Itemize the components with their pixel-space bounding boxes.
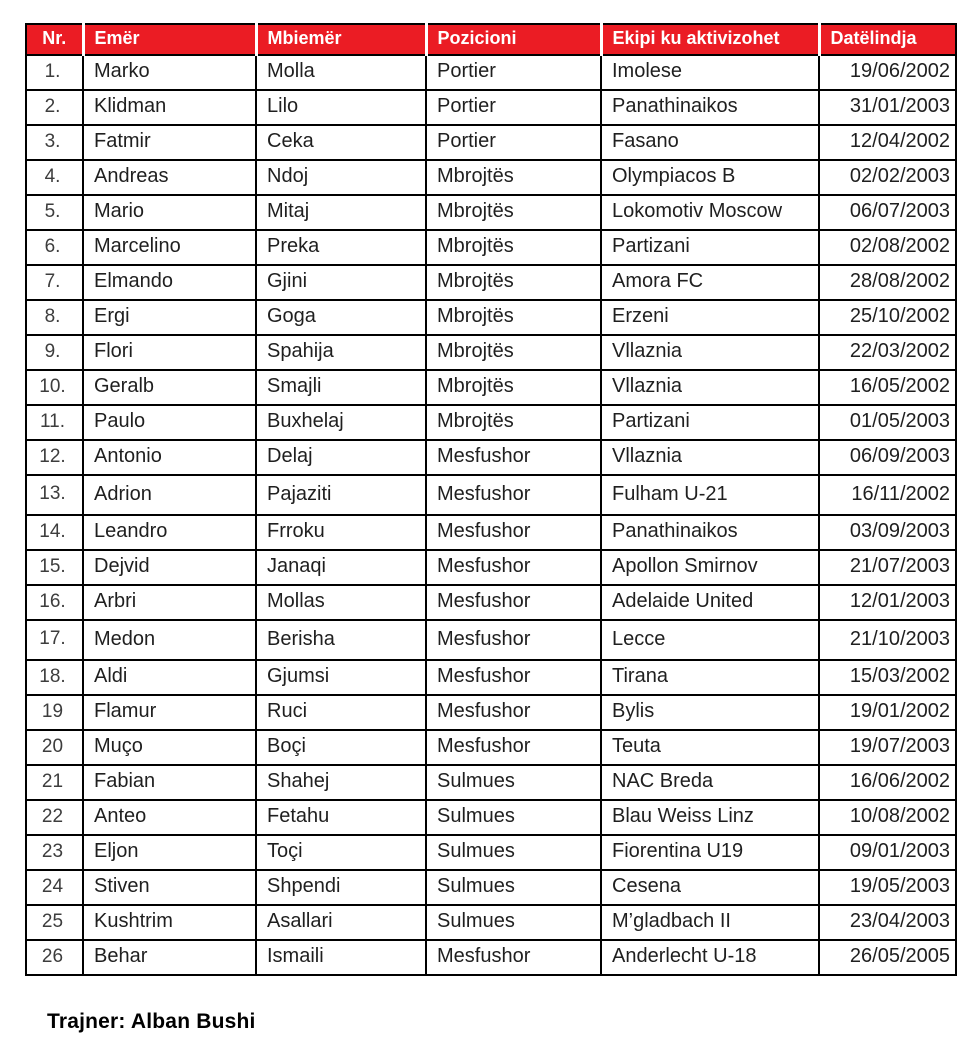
- cell-first-name: Aldi: [83, 660, 256, 695]
- cell-team: Erzeni: [601, 300, 819, 335]
- cell-last-name: Goga: [256, 300, 426, 335]
- cell-position: Sulmues: [426, 905, 601, 940]
- cell-number: 14.: [26, 515, 83, 550]
- cell-last-name: Mitaj: [256, 195, 426, 230]
- cell-birthdate: 02/02/2003: [819, 160, 956, 195]
- column-header-team: Ekipi ku aktivizohet: [601, 24, 819, 55]
- table-row: [26, 90, 956, 125]
- cell-first-name: Andreas: [83, 160, 256, 195]
- cell-team: Fasano: [601, 125, 819, 160]
- cell-team: Cesena: [601, 870, 819, 905]
- cell-first-name: Ergi: [83, 300, 256, 335]
- cell-birthdate: 02/08/2002: [819, 230, 956, 265]
- table-header-row: [26, 24, 956, 55]
- cell-position: Mesfushor: [426, 515, 601, 550]
- cell-birthdate: 31/01/2003: [819, 90, 956, 125]
- cell-last-name: Gjini: [256, 265, 426, 300]
- cell-last-name: Shahej: [256, 765, 426, 800]
- table-row: [26, 475, 956, 515]
- table-row: [26, 370, 956, 405]
- cell-birthdate: 19/07/2003: [819, 730, 956, 765]
- cell-team: Teuta: [601, 730, 819, 765]
- cell-birthdate: 19/05/2003: [819, 870, 956, 905]
- cell-last-name: Ceka: [256, 125, 426, 160]
- table-row: [26, 230, 956, 265]
- cell-team: Anderlecht U-18: [601, 940, 819, 975]
- column-header-last-name: Mbiemër: [256, 24, 426, 55]
- cell-first-name: Anteo: [83, 800, 256, 835]
- cell-position: Mesfushor: [426, 440, 601, 475]
- cell-last-name: Janaqi: [256, 550, 426, 585]
- cell-team: Fiorentina U19: [601, 835, 819, 870]
- cell-number: 3.: [26, 125, 83, 160]
- cell-first-name: Leandro: [83, 515, 256, 550]
- cell-first-name: Marcelino: [83, 230, 256, 265]
- cell-last-name: Mollas: [256, 585, 426, 620]
- table-row: [26, 730, 956, 765]
- cell-number: 18.: [26, 660, 83, 695]
- cell-first-name: Kushtrim: [83, 905, 256, 940]
- cell-last-name: Asallari: [256, 905, 426, 940]
- cell-first-name: Marko: [83, 55, 256, 90]
- cell-number: 2.: [26, 90, 83, 125]
- table-row: [26, 55, 956, 90]
- cell-position: Mesfushor: [426, 585, 601, 620]
- table-row: [26, 440, 956, 475]
- cell-team: Vllaznia: [601, 370, 819, 405]
- cell-birthdate: 16/11/2002: [819, 475, 956, 515]
- cell-team: Adelaide United: [601, 585, 819, 620]
- cell-last-name: Boçi: [256, 730, 426, 765]
- cell-position: Mbrojtës: [426, 195, 601, 230]
- cell-birthdate: 23/04/2003: [819, 905, 956, 940]
- cell-first-name: Geralb: [83, 370, 256, 405]
- cell-last-name: Ndoj: [256, 160, 426, 195]
- cell-first-name: Antonio: [83, 440, 256, 475]
- cell-last-name: Gjumsi: [256, 660, 426, 695]
- cell-first-name: Stiven: [83, 870, 256, 905]
- cell-last-name: Lilo: [256, 90, 426, 125]
- cell-first-name: Mario: [83, 195, 256, 230]
- cell-birthdate: 06/07/2003: [819, 195, 956, 230]
- cell-team: Blau Weiss Linz: [601, 800, 819, 835]
- table-row: [26, 695, 956, 730]
- cell-last-name: Buxhelaj: [256, 405, 426, 440]
- cell-number: 6.: [26, 230, 83, 265]
- cell-birthdate: 12/01/2003: [819, 585, 956, 620]
- table-row: [26, 160, 956, 195]
- cell-first-name: Eljon: [83, 835, 256, 870]
- cell-position: Sulmues: [426, 800, 601, 835]
- table-row: [26, 940, 956, 975]
- cell-number: 22: [26, 800, 83, 835]
- cell-team: Tirana: [601, 660, 819, 695]
- table-row: [26, 550, 956, 585]
- cell-team: Vllaznia: [601, 440, 819, 475]
- cell-last-name: Preka: [256, 230, 426, 265]
- cell-position: Mbrojtës: [426, 405, 601, 440]
- cell-birthdate: 26/05/2005: [819, 940, 956, 975]
- cell-team: Partizani: [601, 230, 819, 265]
- cell-position: Sulmues: [426, 765, 601, 800]
- table-row: [26, 265, 956, 300]
- cell-number: 23: [26, 835, 83, 870]
- cell-position: Mesfushor: [426, 660, 601, 695]
- table-row: [26, 800, 956, 835]
- table-row: [26, 405, 956, 440]
- table-row: [26, 660, 956, 695]
- table-row: [26, 335, 956, 370]
- cell-birthdate: 19/01/2002: [819, 695, 956, 730]
- cell-position: Portier: [426, 125, 601, 160]
- cell-number: 12.: [26, 440, 83, 475]
- cell-birthdate: 16/05/2002: [819, 370, 956, 405]
- cell-birthdate: 21/10/2003: [819, 620, 956, 660]
- cell-first-name: Elmando: [83, 265, 256, 300]
- cell-position: Mesfushor: [426, 620, 601, 660]
- column-header-number: Nr.: [26, 24, 83, 55]
- cell-team: NAC Breda: [601, 765, 819, 800]
- cell-first-name: Flamur: [83, 695, 256, 730]
- cell-position: Portier: [426, 55, 601, 90]
- cell-number: 16.: [26, 585, 83, 620]
- cell-team: Apollon Smirnov: [601, 550, 819, 585]
- cell-team: Lokomotiv Moscow: [601, 195, 819, 230]
- cell-number: 9.: [26, 335, 83, 370]
- cell-first-name: Arbri: [83, 585, 256, 620]
- column-header-first-name: Emër: [83, 24, 256, 55]
- cell-last-name: Berisha: [256, 620, 426, 660]
- cell-last-name: Pajaziti: [256, 475, 426, 515]
- cell-position: Mesfushor: [426, 695, 601, 730]
- cell-birthdate: 21/07/2003: [819, 550, 956, 585]
- cell-last-name: Ismaili: [256, 940, 426, 975]
- cell-last-name: Shpendi: [256, 870, 426, 905]
- table-row: [26, 765, 956, 800]
- cell-first-name: Adrion: [83, 475, 256, 515]
- cell-position: Mbrojtës: [426, 265, 601, 300]
- cell-team: Fulham U-21: [601, 475, 819, 515]
- cell-last-name: Frroku: [256, 515, 426, 550]
- cell-birthdate: 03/09/2003: [819, 515, 956, 550]
- table-row: [26, 835, 956, 870]
- cell-number: 19: [26, 695, 83, 730]
- cell-last-name: Ruci: [256, 695, 426, 730]
- cell-birthdate: 25/10/2002: [819, 300, 956, 335]
- cell-first-name: Fabian: [83, 765, 256, 800]
- cell-position: Mbrojtës: [426, 300, 601, 335]
- cell-first-name: Fatmir: [83, 125, 256, 160]
- table-row: [26, 870, 956, 905]
- cell-number: 25: [26, 905, 83, 940]
- cell-position: Mbrojtës: [426, 230, 601, 265]
- table-row: [26, 905, 956, 940]
- cell-number: 15.: [26, 550, 83, 585]
- cell-position: Mesfushor: [426, 730, 601, 765]
- column-header-position: Pozicioni: [426, 24, 601, 55]
- cell-position: Mesfushor: [426, 550, 601, 585]
- cell-position: Mesfushor: [426, 940, 601, 975]
- cell-team: Amora FC: [601, 265, 819, 300]
- table-row: [26, 125, 956, 160]
- cell-number: 13.: [26, 475, 83, 515]
- table-row: [26, 620, 956, 660]
- cell-first-name: Paulo: [83, 405, 256, 440]
- cell-first-name: Muço: [83, 730, 256, 765]
- cell-team: Bylis: [601, 695, 819, 730]
- cell-team: Vllaznia: [601, 335, 819, 370]
- cell-position: Mbrojtës: [426, 160, 601, 195]
- cell-last-name: Smajli: [256, 370, 426, 405]
- cell-position: Sulmues: [426, 835, 601, 870]
- cell-position: Mesfushor: [426, 475, 601, 515]
- cell-last-name: Toçi: [256, 835, 426, 870]
- cell-number: 17.: [26, 620, 83, 660]
- cell-team: Panathinaikos: [601, 90, 819, 125]
- table-row: [26, 515, 956, 550]
- cell-team: Panathinaikos: [601, 515, 819, 550]
- cell-birthdate: 19/06/2002: [819, 55, 956, 90]
- cell-number: 26: [26, 940, 83, 975]
- cell-first-name: Flori: [83, 335, 256, 370]
- cell-first-name: Klidman: [83, 90, 256, 125]
- cell-number: 7.: [26, 265, 83, 300]
- cell-birthdate: 01/05/2003: [819, 405, 956, 440]
- cell-birthdate: 09/01/2003: [819, 835, 956, 870]
- cell-number: 5.: [26, 195, 83, 230]
- cell-team: Lecce: [601, 620, 819, 660]
- cell-team: Olympiacos B: [601, 160, 819, 195]
- cell-birthdate: 06/09/2003: [819, 440, 956, 475]
- cell-last-name: Molla: [256, 55, 426, 90]
- cell-last-name: Delaj: [256, 440, 426, 475]
- cell-last-name: Spahija: [256, 335, 426, 370]
- cell-team: M’gladbach II: [601, 905, 819, 940]
- players-roster-table: [25, 23, 957, 976]
- cell-first-name: Dejvid: [83, 550, 256, 585]
- players-roster-body: [26, 55, 956, 975]
- table-row: [26, 300, 956, 335]
- table-row: [26, 195, 956, 230]
- cell-position: Sulmues: [426, 870, 601, 905]
- cell-birthdate: 22/03/2002: [819, 335, 956, 370]
- cell-birthdate: 10/08/2002: [819, 800, 956, 835]
- cell-number: 20: [26, 730, 83, 765]
- cell-team: Partizani: [601, 405, 819, 440]
- cell-number: 24: [26, 870, 83, 905]
- cell-number: 21: [26, 765, 83, 800]
- cell-team: Imolese: [601, 55, 819, 90]
- cell-position: Portier: [426, 90, 601, 125]
- cell-first-name: Medon: [83, 620, 256, 660]
- cell-birthdate: 15/03/2002: [819, 660, 956, 695]
- cell-birthdate: 12/04/2002: [819, 125, 956, 160]
- cell-number: 1.: [26, 55, 83, 90]
- cell-number: 4.: [26, 160, 83, 195]
- cell-position: Mbrojtës: [426, 335, 601, 370]
- cell-position: Mbrojtës: [426, 370, 601, 405]
- column-header-birthdate: Datëlindja: [819, 24, 956, 55]
- cell-birthdate: 28/08/2002: [819, 265, 956, 300]
- cell-number: 11.: [26, 405, 83, 440]
- cell-first-name: Behar: [83, 940, 256, 975]
- cell-last-name: Fetahu: [256, 800, 426, 835]
- cell-birthdate: 16/06/2002: [819, 765, 956, 800]
- cell-number: 8.: [26, 300, 83, 335]
- trainer-caption: Trajner: Alban Bushi: [47, 1010, 256, 1033]
- cell-number: 10.: [26, 370, 83, 405]
- table-row: [26, 585, 956, 620]
